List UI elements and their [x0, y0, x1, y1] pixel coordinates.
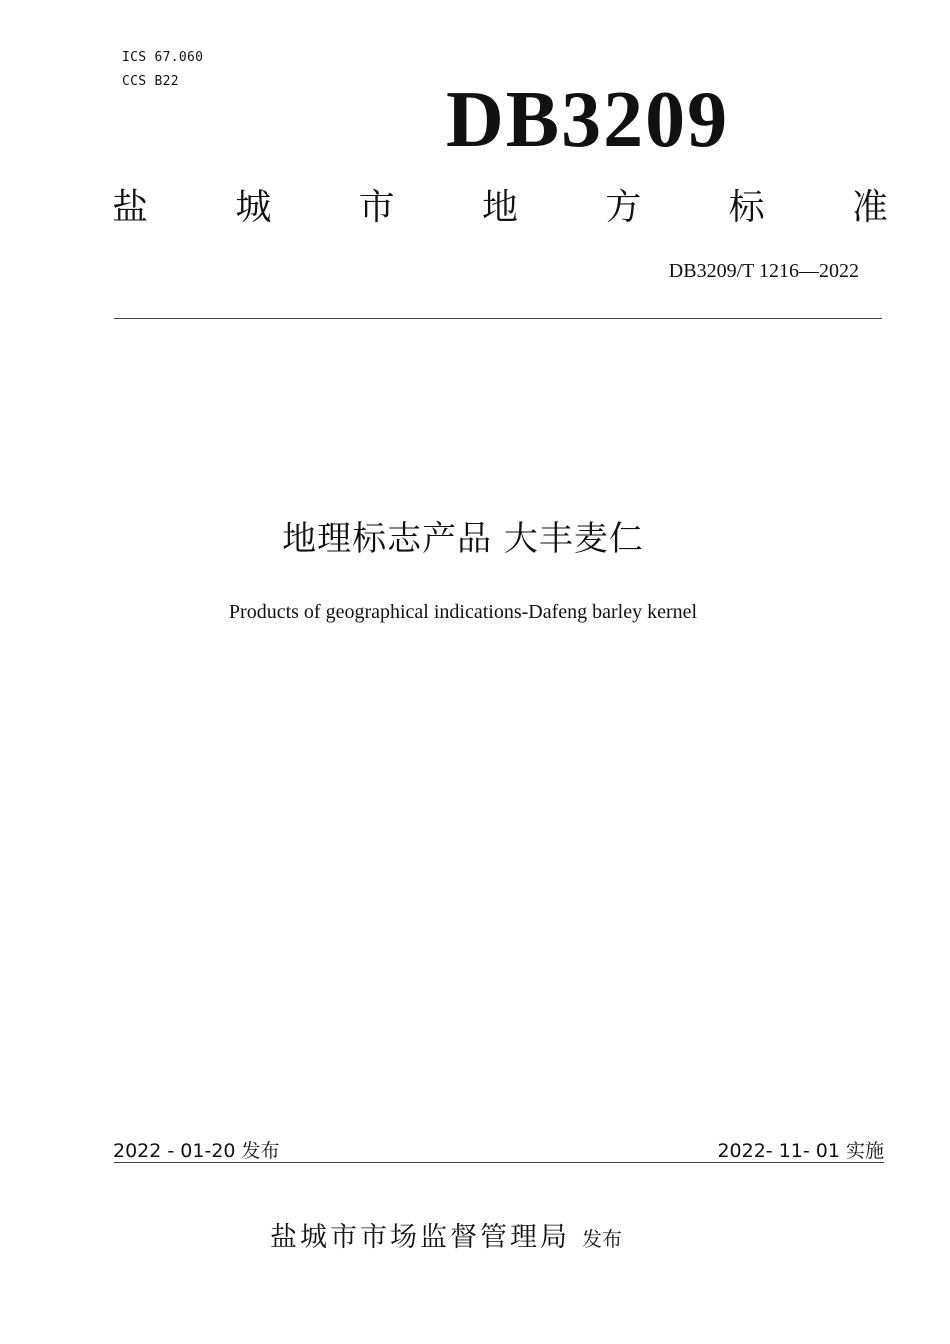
standard-number: DB3209/T 1216—2022 — [668, 260, 859, 282]
issue-action: 发布 — [582, 1227, 622, 1251]
standard-type-char: 方 — [605, 187, 642, 228]
document-title-chinese: 地理标志产品 大丰麦仁 — [282, 519, 644, 559]
ccs-code: CCS B22 — [122, 74, 179, 89]
issuing-organization: 盐城市市场监督管理局 — [270, 1222, 570, 1253]
standard-type-char: 盐 — [112, 187, 149, 228]
standard-type-char: 地 — [481, 187, 518, 228]
standard-type-char: 城 — [235, 187, 272, 228]
release-date: 2022 - 01-20 发布 — [113, 1140, 280, 1162]
standard-code-logo: DB3209 — [446, 76, 730, 164]
standard-type-char: 市 — [358, 187, 395, 228]
ics-code: ICS 67.060 — [122, 50, 204, 65]
top-divider — [114, 318, 882, 319]
bottom-divider — [114, 1162, 884, 1163]
implementation-date: 2022- 11- 01 实施 — [717, 1140, 884, 1162]
document-title-english: Products of geographical indications-Dafeng barley kernel — [228, 601, 698, 623]
standard-type-char: 标 — [728, 187, 765, 228]
issuer-line — [270, 1218, 622, 1259]
standard-type-char: 准 — [851, 187, 888, 228]
standard-type-heading — [112, 184, 888, 232]
